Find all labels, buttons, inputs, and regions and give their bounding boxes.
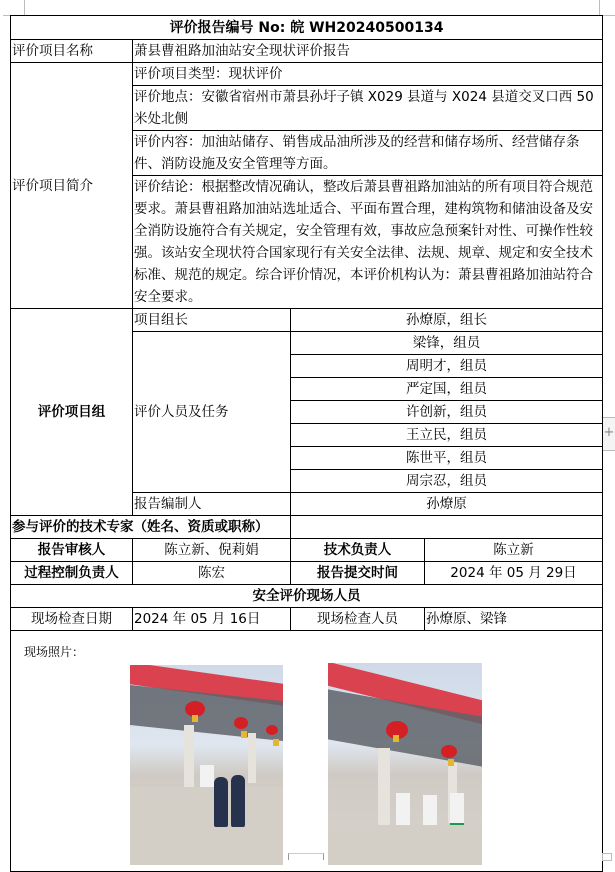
inspection-date-value: 2024 年 05 月 16日 <box>133 608 291 631</box>
team-leader-label: 项目组长 <box>133 309 291 332</box>
team-leader-value: 孙燎原，组长 <box>291 309 603 332</box>
team-member: 陈世平，组员 <box>291 447 603 470</box>
process-control-label: 过程控制负责人 <box>11 562 133 585</box>
inspectors-label: 现场检查人员 <box>291 608 425 631</box>
reviewer-label: 报告审核人 <box>11 539 133 562</box>
project-name-value: 萧县曹祖路加油站安全现状评价报告 <box>133 40 603 63</box>
team-member: 周明才，组员 <box>291 355 603 378</box>
technical-experts-label: 参与评价的技术专家（姓名、资质或职称） <box>11 516 291 539</box>
site-photos-cell <box>11 631 603 872</box>
page-margin-mark <box>603 15 615 16</box>
technical-experts-value <box>291 516 603 539</box>
site-photos-label: 现场照片： <box>24 645 85 659</box>
project-conclusion: 评价结论：根据整改情况确认，整改后萧县曹祖路加油站的所有项目符合规范要求。萧县曹祖路加油站选址适合、平面布置合理，建构筑物和储油设备及安全消防设施符合有关规定，安全管理有效，事故应急预案针对性、可操作性较强。该站安全现状符合国家现行有关安全法律、法规、规章、规定和安全技术标准、规范的规定。综合评价情况，本评价机构认为：萧县曹祖路加油站符合安全要求。 <box>133 176 603 309</box>
submit-time-value: 2024 年 05 月 29日 <box>425 562 603 585</box>
team-member: 许创新，组员 <box>291 401 603 424</box>
evaluation-report-table <box>10 15 603 872</box>
tech-lead-value: 陈立新 <box>425 539 603 562</box>
resize-handle-icon[interactable] <box>602 853 612 861</box>
project-type: 评价项目类型：现状评价 <box>133 63 603 86</box>
inspectors-value: 孙燎原、梁锋 <box>425 608 603 631</box>
team-member: 梁锋，组员 <box>291 332 603 355</box>
onsite-personnel-header: 安全评价现场人员 <box>11 585 603 608</box>
gas-station-photo-pumps <box>328 663 482 865</box>
gas-station-photo-with-inspectors <box>130 665 283 865</box>
submit-time-label: 报告提交时间 <box>291 562 425 585</box>
team-member: 严定国，组员 <box>291 378 603 401</box>
add-section-button[interactable] <box>603 417 615 451</box>
tech-lead-label: 技术负责人 <box>291 539 425 562</box>
team-members-label: 评价人员及任务 <box>133 332 291 493</box>
report-compiler-label: 报告编制人 <box>133 493 291 516</box>
team-member: 周宗忍，组员 <box>291 470 603 493</box>
report-number-title: 评价报告编号 No: 皖 WH20240500134 <box>11 16 603 40</box>
project-content: 评价内容：加油站储存、销售成品油所涉及的经营和储存场所、经营储存条件、消防设施及安全管理等方面。 <box>133 131 603 176</box>
inspection-date-label: 现场检查日期 <box>11 608 133 631</box>
process-control-value: 陈宏 <box>133 562 291 585</box>
team-member: 王立民，组员 <box>291 424 603 447</box>
plus-icon: + <box>603 425 615 440</box>
page-margin-mark <box>24 0 25 15</box>
project-summary-label: 评价项目简介 <box>11 63 133 309</box>
project-name-label: 评价项目名称 <box>11 40 133 63</box>
team-label: 评价项目组 <box>11 309 133 516</box>
project-location: 评价地点：安徽省宿州市萧县孙圩子镇 X029 县道与 X024 县道交叉口西 50 米处北侧 <box>133 86 603 131</box>
reviewer-value: 陈立新、倪莉娟 <box>133 539 291 562</box>
report-compiler-value: 孙燎原 <box>291 493 603 516</box>
page-margin-mark <box>599 0 600 15</box>
